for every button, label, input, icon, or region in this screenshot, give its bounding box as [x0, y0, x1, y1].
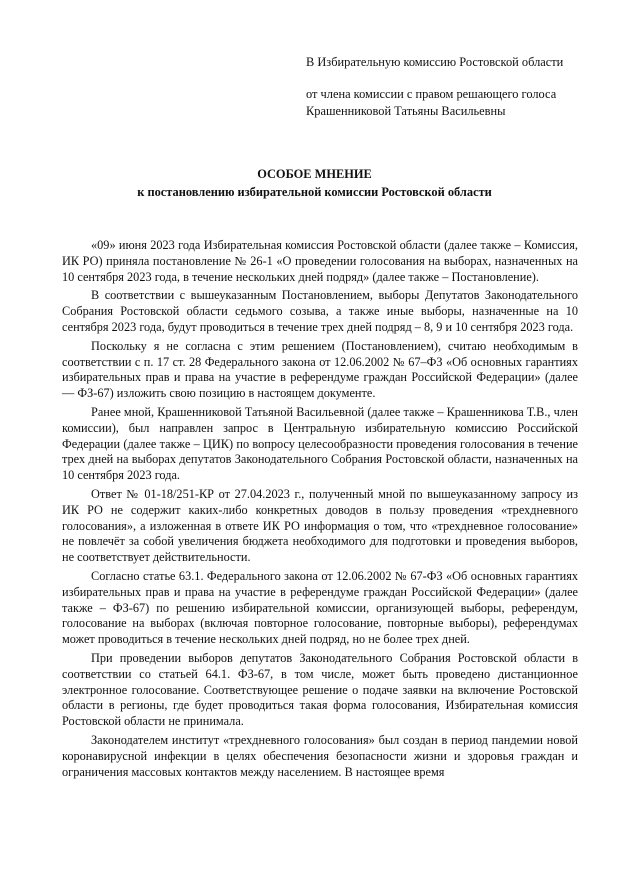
- heading-block: [0, 166, 629, 201]
- paragraph: Поскольку я не согласна с этим решением (Постановлением), считаю необходимым в соответствии с п. 17 ст. 28 Федерального закона от 12.06.2002 № 67–ФЗ «Об основных гарантиях избирательных прав и права на участие в референдуме граждан Российской Федерации» (далее — ФЗ-67) изложить свою позицию в настоящем документе.: [62, 338, 578, 401]
- document-subtitle: к постановлению избирательной комиссии Ростовской области: [137, 184, 492, 199]
- spacer: [306, 71, 563, 86]
- paragraph: Ответ № 01-18/251-КР от 27.04.2023 г., полученный мной по вышеуказанному запросу из ИК РО не содержит каких-либо конкретных доводов в пользу проведения «трехдневного голосования», а изложенная в ответе ИК РО информация о том, что «трехдневное голосование» не повлечёт за собой увеличения бюджета необходимого для подготовки и проведения выборов, не соответствует действительности.: [62, 486, 578, 565]
- document-body: [62, 238, 578, 783]
- paragraph: Ранее мной, Крашенниковой Татьяной Васильевной (далее также – Крашенникова Т.В., член комиссии), был направлен запрос в Центральную избирательную комиссию Российской Федерации (далее также – ЦИК) по вопросу целесообразности проведения голосования в течение трех дней на выборах депутатов Законодательного Собрания Ростовской области, назначенных на 10 сентября 2023 года.: [62, 404, 578, 483]
- document-title: ОСОБОЕ МНЕНИЕ: [257, 167, 372, 181]
- addressee-to: В Избирательную комиссию Ростовской области: [306, 55, 564, 69]
- paragraph: Согласно статье 63.1. Федерального закона от 12.06.2002 № 67-ФЗ «Об основных гарантиях избирательных прав и права на участие в референдуме граждан Российской Федерации» (далее также – ФЗ-67) по решению избирательной комиссии, организующей выборы, референдум, голосование на выборах (включая повторное голосование, повторные выборы), референдумах может проводиться в течение нескольких дней подряд, но не более трех дней.: [62, 568, 578, 647]
- paragraph: При проведении выборов депутатов Законодательного Собрания Ростовской области в соответствии со статьей 64.1. ФЗ-67, в том числе, может быть проведено дистанционное электронное голосование. Соответствующее решение о подаче заявки на включение Ростовской области в регионы, где будет проводиться такая форма голосования, Избирательная комиссия Ростовской области не принимала.: [62, 650, 578, 729]
- addressee-block: [306, 54, 563, 120]
- addressee-from-line1: от члена комиссии с правом решающего голоса: [306, 87, 557, 101]
- paragraph: «09» июня 2023 года Избирательная комиссия Ростовской области (далее также – Комиссия, ИК РО) приняла постановление № 26-1 «О проведении голосования на выборах, назначенных на 10 сентября 2023 года, в течение нескольких дней подряд» (далее также – Постановление).: [62, 238, 578, 284]
- addressee-from-line2: Крашенниковой Татьяны Васильевны: [306, 104, 506, 118]
- paragraph: В соответствии с вышеуказанным Постановлением, выборы Депутатов Законодательного Собрания Ростовской области седьмого созыва, а также иные выборы, назначенные на 10 сентября 2023 года, будут проводиться в течение трех дней подряд – 8, 9 и 10 сентября 2023 года.: [62, 288, 578, 334]
- paragraph: Законодателем институт «трехдневного голосования» был создан в период пандемии новой коронавирусной инфекции в целях обеспечения безопасности жизни и здоровья граждан и ограничения массовых контактов между населением. В настоящее время: [62, 732, 578, 779]
